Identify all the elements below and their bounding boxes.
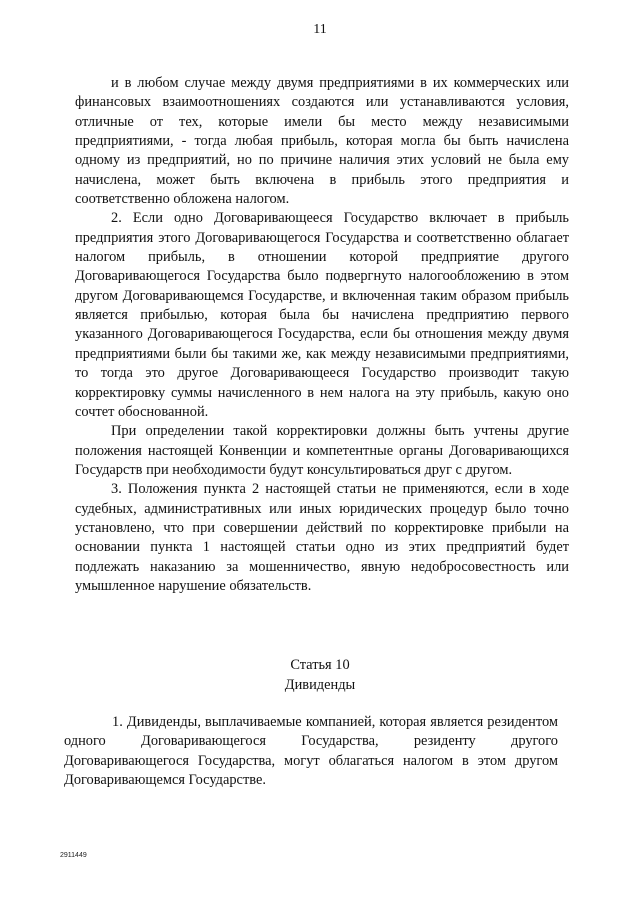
article-body	[64, 713, 558, 790]
document-id: 2911449	[60, 852, 87, 859]
page-number: 11	[313, 22, 327, 37]
body-text-section	[75, 74, 569, 596]
paragraph-continuation: и в любом случае между двумя предприятиями в их коммерческих или финансовых взаимоотношениях создаются или устанавливаются условия, отличные от тех, которые имели бы место между независимыми предприятиями, - тогда любая прибыль, которая могла бы быть начислена одному из предприятий, но по причине наличия этих условий не была ему начислена, может быть включена в прибыль этого предприятия и соответственно обложена налогом.	[75, 75, 569, 208]
paragraph-item-2: 2. Если одно Договаривающееся Государство включает в прибыль предприятия этого Договаривающегося Государства и соответственно облагает налогом прибыль, в отношении которой предприятие другого Договаривающегося Государства было подвергнуто налогообложению в этом другом Договаривающемся Государстве, и включенная таким образом прибыль является прибылью, которая была бы начислена предприятию первого указанного Договаривающегося Государства, если бы отношения между двумя предприятиями были бы такими же, как между независимыми предприятиями, то тогда это другое Договаривающееся Государство производит такую корректировку суммы начисленного в нем налога на эту прибыль, какую оно сочтет обоснованной.	[75, 210, 569, 420]
article-subtitle: Дивиденды	[284, 677, 356, 693]
paragraph-dividends-1: 1. Дивиденды, выплачиваемые компанией, которая является резидентом одного Договаривающегося Государства, резиденту другого Договаривающегося Государства, могут облагаться налогом в этом другом Договаривающемся Государстве.	[64, 714, 558, 789]
paragraph-adjustment: При определении такой корректировки должны быть учтены другие положения настоящей Конвенции и компетентные органы Договаривающихся Государств при необходимости будут консультироваться друг с другом.	[75, 423, 569, 478]
article-heading: Статья 10	[290, 657, 350, 673]
paragraph-item-3: 3. Положения пункта 2 настоящей статьи не применяются, если в ходе судебных, административных или иных юридических процедур было точно установлено, что при совершении действий по корректировке прибыли на основании пункта 1 настоящей статьи одно из этих предприятий будет подлежать наказанию за мошенничество, явную недобросовестность или умышленное нарушение обязательств.	[75, 481, 569, 594]
